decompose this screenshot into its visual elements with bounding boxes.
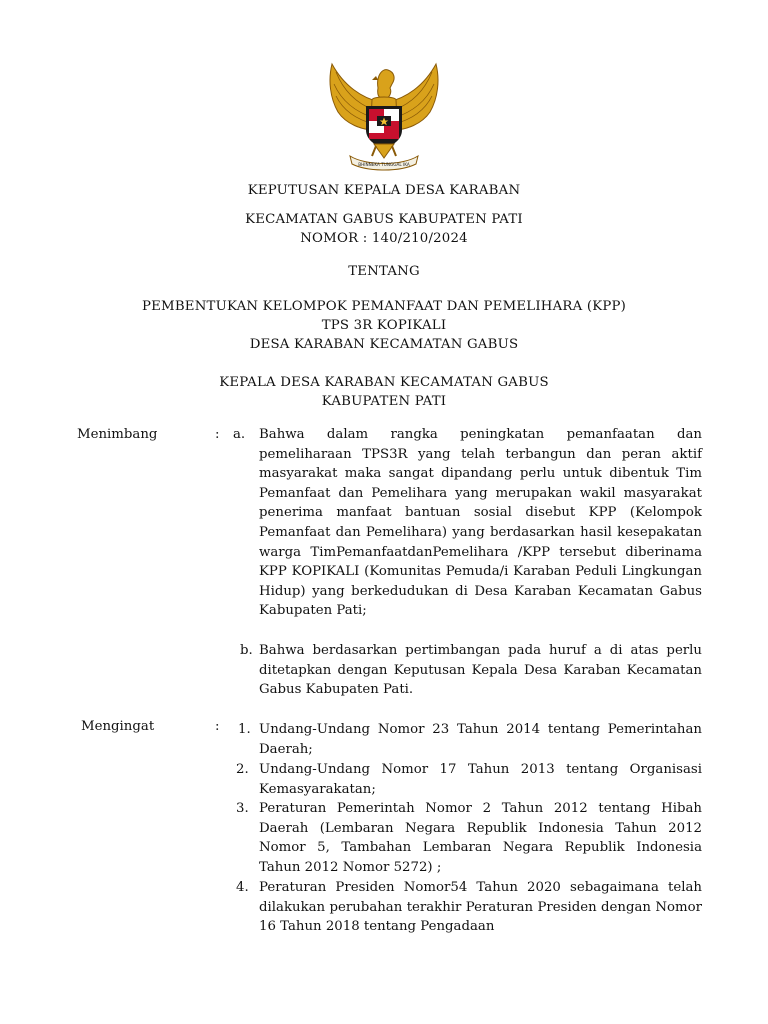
decree-subject-line2: TPS 3R KOPIKALI: [321, 318, 447, 333]
motto-text: BHINNEKA TUNGGAL IKA: [358, 162, 410, 167]
garuda-head: [378, 70, 394, 100]
mengingat-item-2: Undang-Undang Nomor 17 Tahun 2013 tentang Organisasi Kemasyarakatan;: [259, 762, 702, 797]
mengingat-item-4: Peraturan Presiden Nomor54 Tahun 2020 sebagaimana telah dilakukan perubahan terakhir Peraturan Presiden dengan Nomor 16 Tahun 2018 tentang Pengadaan: [259, 880, 702, 935]
garuda-tail: [374, 144, 394, 158]
mengingat-marker-2: 2.: [236, 762, 249, 777]
mengingat-item-1: Undang-Undang Nomor 23 Tahun 2014 tentang Pemerintahan Daerah;: [259, 722, 702, 757]
decree-subject-line3: DESA KARABAN KECAMATAN GABUS: [249, 337, 519, 352]
menimbang-item-a: Bahwa dalam rangka peningkatan pemanfaatan dan pemeliharaan TPS3R yang telah terbangun dan peran aktif masyarakat maka sangat dipandang perlu untuk dibentuk Tim Pemanfaat dan Pemelihara yang merupakan wakil masyarakat penerima manfaat bantuan sosial disebut KPP (Kelompok Pemanfaat dan Pemelihara) yang berdasarkan hasil kesepakatan warga TimPemanfaatdanPemelihara /KPP tersebut diberinama KPP KOPIKALI (Komunitas Pemuda/i Karaban Peduli Lingkungan Hidup) yang berkedudukan di Desa Karaban Kecamatan Gabus Kabupaten Pati;: [259, 427, 702, 619]
mengingat-item-3: Peraturan Pemerintah Nomor 2 Tahun 2012 tentang Hibah Daerah (Lembaran Negara Republik Indonesia Tahun 2012 Nomor 5, Tambahan Lembaran Negara Republik Indonesia Tahun 2012 Nomor 5272) ;: [259, 801, 702, 875]
mengingat-marker-3: 3.: [236, 801, 249, 816]
menimbang-marker-b: b.: [240, 643, 253, 658]
decree-subject-line1: PEMBENTUKAN KELOMPOK PEMANFAAT DAN PEMELIHARA (KPP): [141, 299, 627, 314]
mengingat-marker-4: 4.: [236, 880, 249, 895]
menimbang-label: Menimbang: [77, 427, 158, 442]
decree-title: KEPUTUSAN KEPALA DESA KARABAN: [247, 183, 521, 198]
menimbang-colon: :: [215, 427, 220, 442]
menimbang-item-b: Bahwa berdasarkan pertimbangan pada huruf a di atas perlu ditetapkan dengan Keputusan Kepala Desa Karaban Kecamatan Gabus Kabupaten Pati.: [259, 643, 702, 698]
decree-number: NOMOR : 140/210/2024: [300, 231, 468, 246]
decree-authority-line2: KABUPATEN PATI: [321, 394, 447, 409]
pancasila-shield: [366, 106, 402, 148]
menimbang-marker-a: a.: [233, 427, 246, 442]
decree-region: KECAMATAN GABUS KABUPATEN PATI: [245, 212, 523, 227]
garuda-pancasila-emblem: [322, 58, 446, 174]
mengingat-colon: :: [215, 719, 220, 734]
mengingat-label: Mengingat: [81, 719, 155, 734]
header-subblock: [0, 210, 768, 248]
decree-authority-line1: KEPALA DESA KARABAN KECAMATAN GABUS: [219, 375, 549, 390]
decree-about: TENTANG: [348, 264, 420, 279]
mengingat-marker-1: 1.: [238, 722, 251, 737]
header-block: [0, 181, 768, 200]
